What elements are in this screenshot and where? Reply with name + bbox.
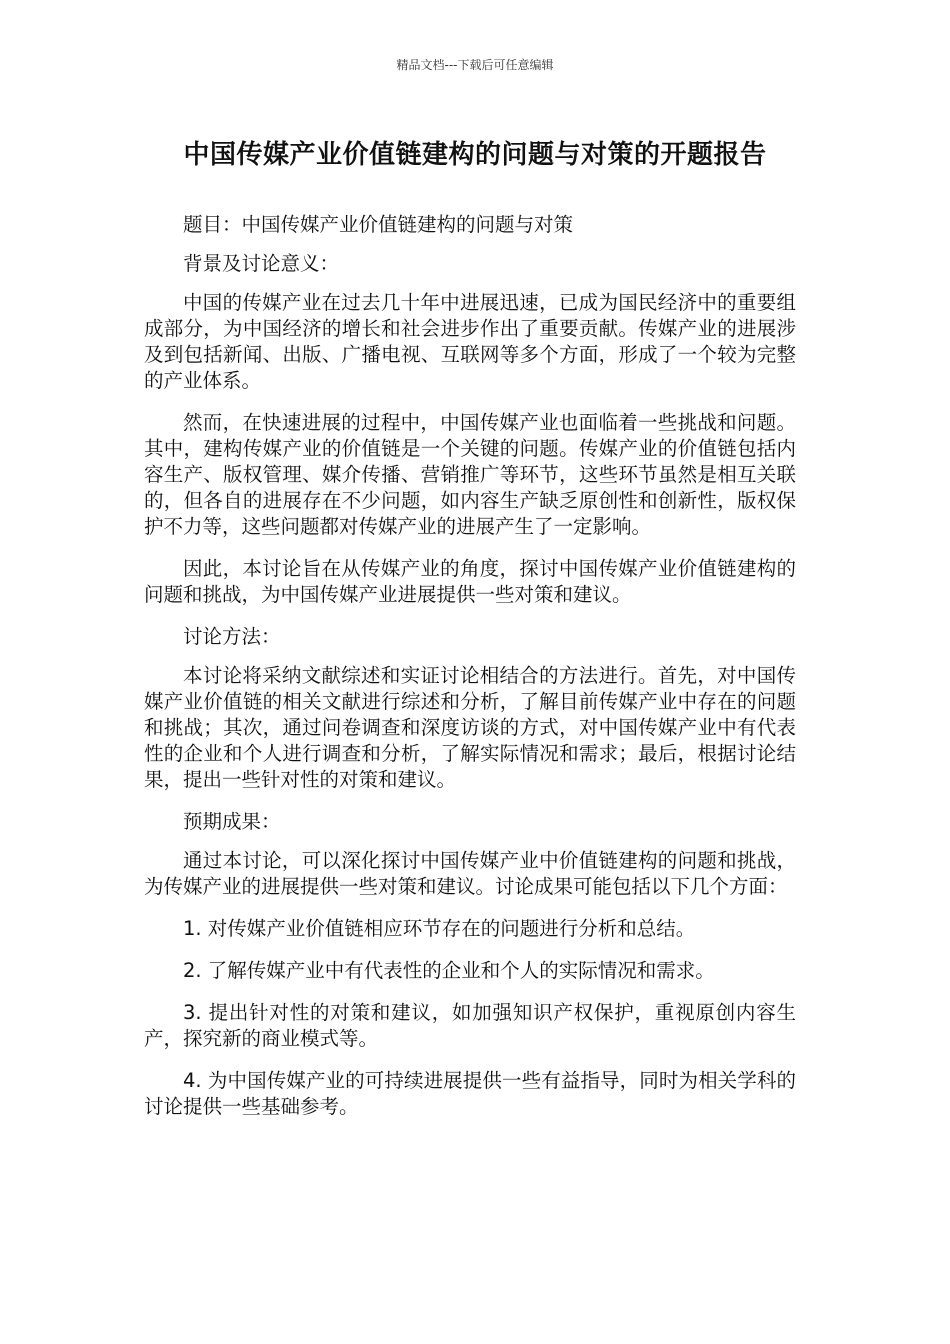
document-body [144, 212, 796, 1136]
method-paragraph: 本讨论将采纳文献综述和实证讨论相结合的方法进行。首先，对中国传媒产业价值链的相关文献进行综述和分析，了解目前传媒产业中存在的问题和挑战；其次，通过问卷调查和深度访谈的方式，对中国传媒产业中有代表性的企业和个人进行调查和分析，了解实际情况和需求；最后，根据讨论结果，提出一些针对性的对策和建议。 [144, 664, 796, 791]
page-header: 精品文档---下载后可任意编辑 [396, 58, 554, 72]
topic-line: 题目：中国传媒产业价值链建构的问题与对策 [183, 213, 574, 236]
background-heading: 背景及讨论意义： [183, 252, 340, 275]
results-item-4: 4. 为中国传媒产业的可持续进展提供一些有益指导，同时为相关学科的讨论提供一些基础参考。 [144, 1069, 796, 1118]
results-heading: 预期成果： [183, 810, 281, 833]
results-item-3: 3. 提出针对性的对策和建议，如加强知识产权保护，重视原创内容生产，探究新的商业模式等。 [144, 1001, 796, 1050]
background-paragraph-2: 然而，在快速进展的过程中，中国传媒产业也面临着一些挑战和问题。其中，建构传媒产业的价值链是一个关键的问题。传媒产业的价值链包括内容生产、版权管理、媒介传播、营销推广等环节，这些环节虽然是相互关联的，但各自的进展存在不少问题，如内容生产缺乏原创性和创新性，版权保护不力等，这些问题都对传媒产业的进展产生了一定影响。 [144, 411, 796, 538]
document-title: 中国传媒产业价值链建构的问题与对策的开题报告 [183, 140, 767, 170]
background-paragraph-3: 因此，本讨论旨在从传媒产业的角度，探讨中国传媒产业价值链建构的问题和挑战，为中国传媒产业进展提供一些对策和建议。 [144, 557, 796, 606]
method-heading: 讨论方法： [183, 625, 281, 648]
results-intro: 通过本讨论，可以深化探讨中国传媒产业中价值链建构的问题和挑战，为传媒产业的进展提供一些对策和建议。讨论成果可能包括以下几个方面： [144, 849, 796, 898]
results-item-2: 2. 了解传媒产业中有代表性的企业和个人的实际情况和需求。 [183, 959, 715, 982]
results-item-1: 1. 对传媒产业价值链相应环节存在的问题进行分析和总结。 [183, 917, 696, 940]
background-paragraph-1: 中国的传媒产业在过去几十年中进展迅速，已成为国民经济中的重要组成部分，为中国经济的增长和社会进步作出了重要贡献。传媒产业的进展涉及到包括新闻、出版、广播电视、互联网等多个方面，形成了一个较为完整的产业体系。 [144, 291, 796, 392]
